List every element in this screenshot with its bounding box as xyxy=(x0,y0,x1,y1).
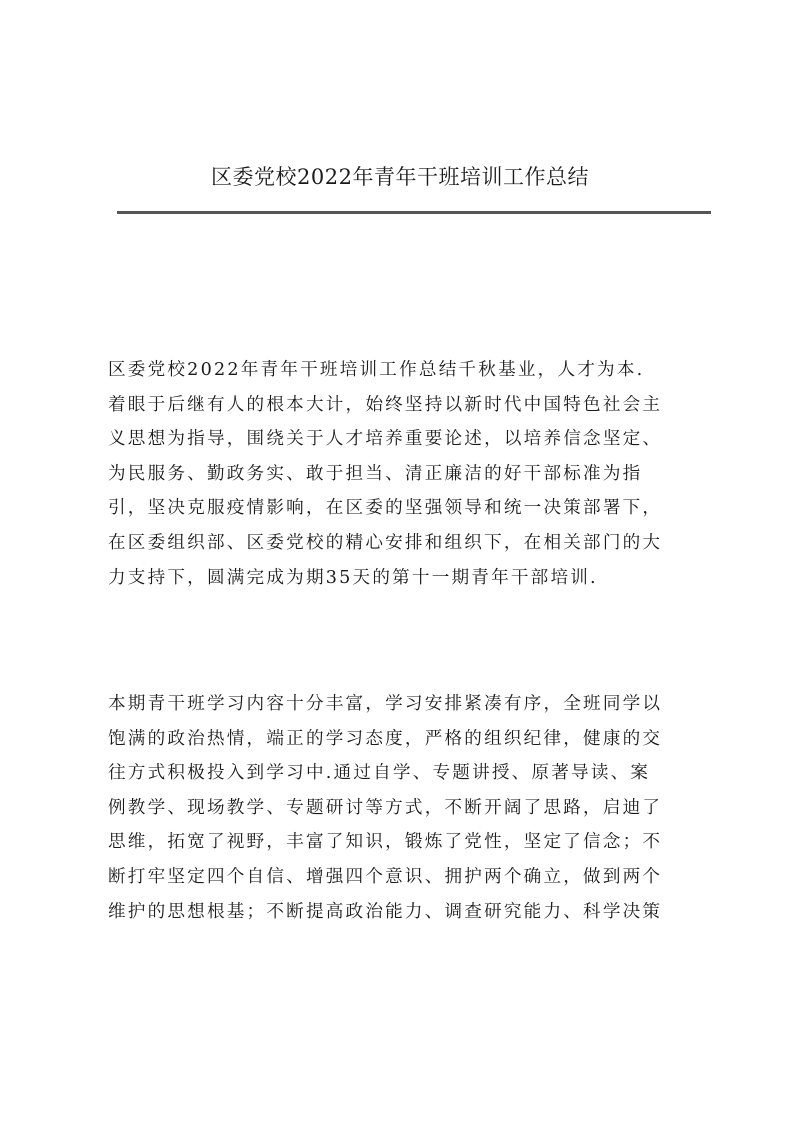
paragraph-line: 例教学、现场教学、专题研讨等方式，不断开阔了思路，启迪了 xyxy=(108,797,663,818)
paragraph-line: 义思想为指导，围绕关于人才培养重要论述，以培养信念坚定、 xyxy=(108,429,663,450)
paragraph-line: 思维，拓宽了视野，丰富了知识，锻炼了党性，坚定了信念；不 xyxy=(108,832,663,853)
paragraph-line: 断打牢坚定四个自信、增强四个意识、拥护两个确立，做到两个 xyxy=(108,866,663,887)
paragraph-line: 为民服务、勤政务实、敢于担当、清正廉洁的好干部标准为指 xyxy=(108,463,643,484)
paragraph-line: 在区委组织部、区委党校的精心安排和组织下，在相关部门的大 xyxy=(108,532,663,553)
title-underline-rule xyxy=(117,211,711,214)
document-title: 区委党校2022年青年干班培训工作总结 xyxy=(211,165,589,189)
paragraph-line: 往方式积极投入到学习中.通过自学、专题讲授、原著导读、案 xyxy=(108,763,651,784)
paragraph-2 xyxy=(108,687,711,929)
paragraph-line: 引，坚决克服疫情影响，在区委的坚强领导和统一决策部署下， xyxy=(108,498,663,519)
paragraph-line: 维护的思想根基；不断提高政治能力、调查研究能力、科学决策 xyxy=(108,901,663,922)
paragraph-line: 区委党校2022年青年干班培训工作总结千秋基业，人才为本. xyxy=(108,360,645,380)
paragraph-line: 本期青干班学习内容十分丰富，学习安排紧凑有序，全班同学以 xyxy=(108,694,663,714)
paragraph-line: 力支持下，圆满完成为期35天的第十一期青年干部培训. xyxy=(108,567,598,588)
paragraph-line: 着眼于后继有人的根本大计，始终坚持以新时代中国特色社会主 xyxy=(108,394,663,415)
paragraph-1 xyxy=(108,353,711,595)
paragraph-line: 饱满的政治热情，端正的学习态度，严格的组织纪律，健康的交 xyxy=(108,728,663,749)
